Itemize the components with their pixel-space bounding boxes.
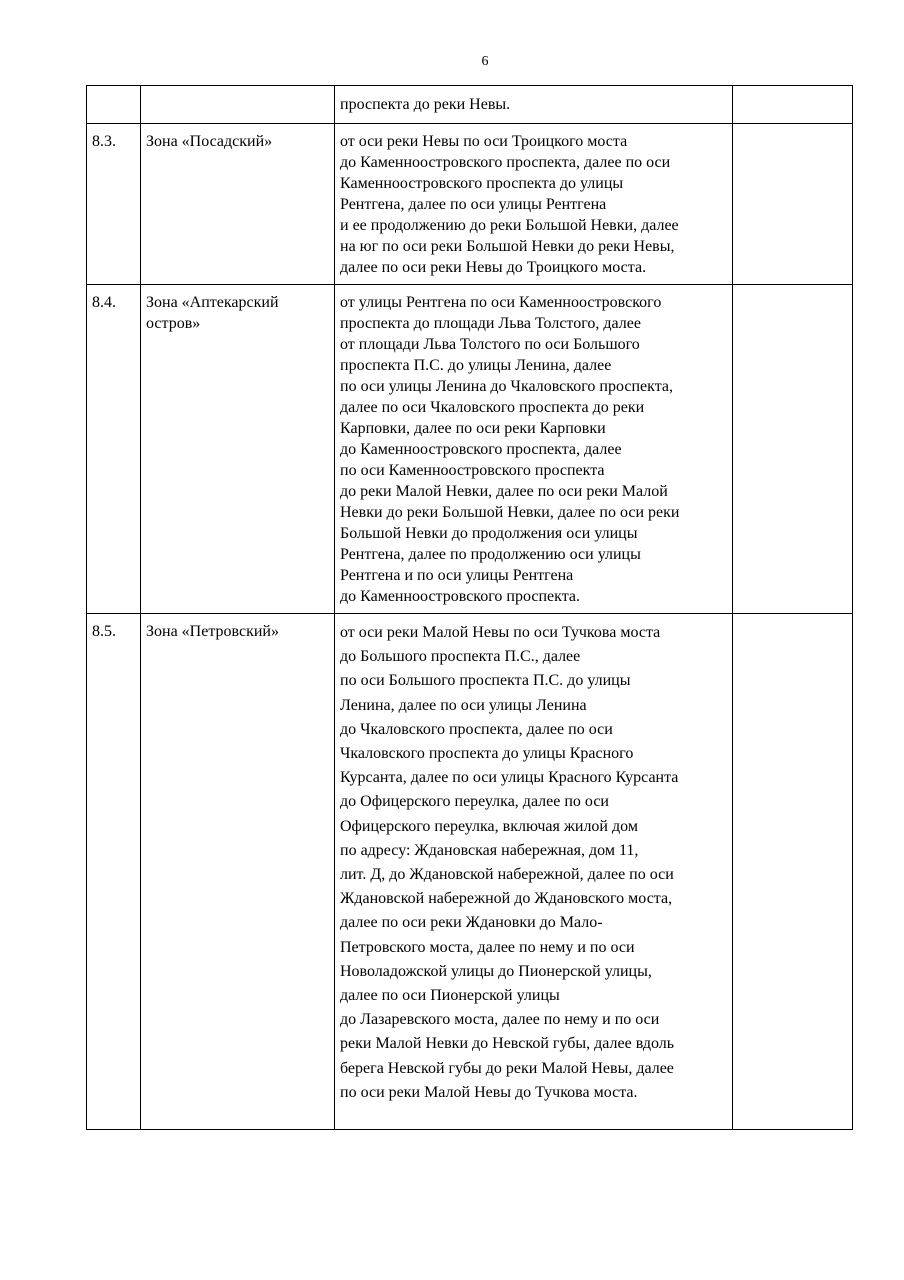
description-line: до Офицерского переулка, далее по оси bbox=[340, 793, 609, 811]
description-line: от улицы Рентгена по оси Каменноостровского bbox=[340, 294, 662, 311]
zone-name-cell: Зона «Петровский» bbox=[141, 614, 335, 1130]
extra-cell bbox=[733, 614, 853, 1130]
zone-name-cell: Зона «Посадский» bbox=[141, 124, 335, 285]
description-line: до Чкаловского проспекта, далее по оси bbox=[340, 720, 613, 738]
extra-cell bbox=[733, 124, 853, 285]
description-line: Ленина, далее по оси улицы Ленина bbox=[340, 696, 587, 714]
description-line: от площади Льва Толстого по оси Большого bbox=[340, 336, 640, 353]
description-line: берега Невской губы до реки Малой Невы, далее bbox=[340, 1059, 674, 1077]
description-line: до Лазаревского моста, далее по нему и по оси bbox=[340, 1011, 660, 1029]
description-line: Чкаловского проспекта до улицы Красного bbox=[340, 745, 634, 763]
description-line: Офицерского переулка, включая жилой дом bbox=[340, 817, 638, 835]
table-row bbox=[87, 86, 853, 124]
description-line: и ее продолжению до реки Большой Невки, далее bbox=[340, 217, 679, 234]
row-number-cell: 8.4. bbox=[87, 285, 141, 614]
description-line: Петровского моста, далее по нему и по оси bbox=[340, 938, 635, 956]
description-line: Рентгена, далее по продолжению оси улицы bbox=[340, 546, 641, 563]
description-line: проспекта до площади Льва Толстого, далее bbox=[340, 315, 641, 332]
description-line: далее по оси реки Ждановки до Мало- bbox=[340, 914, 603, 932]
description-line: Ждановской набережной до Ждановского моста, bbox=[340, 890, 673, 908]
row-number-cell bbox=[87, 86, 141, 124]
description-line: до Каменноостровского проспекта, далее по оси bbox=[340, 154, 671, 171]
description-line: Большой Невки до продолжения оси улицы bbox=[340, 525, 638, 542]
boundary-description-cell bbox=[335, 124, 733, 285]
description-line: Курсанта, далее по оси улицы Красного Курсанта bbox=[340, 769, 679, 787]
description-line: проспекта П.С. до улицы Ленина, далее bbox=[340, 357, 612, 374]
description-line: до Большого проспекта П.С., далее bbox=[340, 648, 581, 666]
row-number-cell: 8.3. bbox=[87, 124, 141, 285]
description-line: от оси реки Малой Невы по оси Тучкова моста bbox=[340, 624, 661, 641]
row-number-cell: 8.5. bbox=[87, 614, 141, 1130]
zone-name-cell: Зона «Аптекарский остров» bbox=[141, 285, 335, 614]
table-row bbox=[87, 614, 853, 1130]
description-line: реки Малой Невки до Невской губы, далее вдоль bbox=[340, 1035, 675, 1053]
description-line: далее по оси реки Невы до Троицкого моста. bbox=[340, 259, 647, 276]
description-line: по адресу: Ждановская набережная, дом 11, bbox=[340, 841, 639, 859]
description-line: далее по оси Чкаловского проспекта до реки bbox=[340, 399, 645, 416]
description-line: Рентгена и по оси улицы Рентгена bbox=[340, 567, 574, 584]
page-number: 6 bbox=[481, 54, 489, 69]
table-row bbox=[87, 124, 853, 285]
description-line: лит. Д, до Ждановской набережной, далее по оси bbox=[340, 866, 674, 884]
description-line: до Каменноостровского проспекта, далее bbox=[340, 441, 622, 458]
description-line: до Каменноостровского проспекта. bbox=[340, 588, 581, 605]
description-line: по оси Большого проспекта П.С. до улицы bbox=[340, 672, 631, 690]
extra-cell bbox=[733, 86, 853, 124]
boundary-description-cell bbox=[335, 614, 733, 1130]
boundary-description-cell bbox=[335, 285, 733, 614]
extra-cell bbox=[733, 285, 853, 614]
zones-table bbox=[86, 85, 853, 1130]
description-line: Каменноостровского проспекта до улицы bbox=[340, 175, 624, 192]
description-line: Рентгена, далее по оси улицы Рентгена bbox=[340, 196, 607, 213]
description-line: Невки до реки Большой Невки, далее по оси реки bbox=[340, 504, 680, 521]
zone-name-cell bbox=[141, 86, 335, 124]
description-line: от оси реки Невы по оси Троицкого моста bbox=[340, 133, 628, 150]
description-line: на юг по оси реки Большой Невки до реки Невы, bbox=[340, 238, 675, 255]
description-line: по оси реки Малой Невы до Тучкова моста. bbox=[340, 1083, 638, 1101]
description-line: до реки Малой Невки, далее по оси реки Малой bbox=[340, 483, 668, 500]
description-line: по оси улицы Ленина до Чкаловского проспекта, bbox=[340, 378, 673, 395]
table-row bbox=[87, 285, 853, 614]
description-line: проспекта до реки Невы. bbox=[340, 96, 511, 113]
description-line: по оси Каменноостровского проспекта bbox=[340, 462, 605, 479]
boundary-description-cell bbox=[335, 86, 733, 124]
description-line: Карповки, далее по оси реки Карповки bbox=[340, 420, 606, 437]
description-line: далее по оси Пионерской улицы bbox=[340, 987, 560, 1005]
description-line: Новоладожской улицы до Пионерской улицы, bbox=[340, 962, 652, 980]
